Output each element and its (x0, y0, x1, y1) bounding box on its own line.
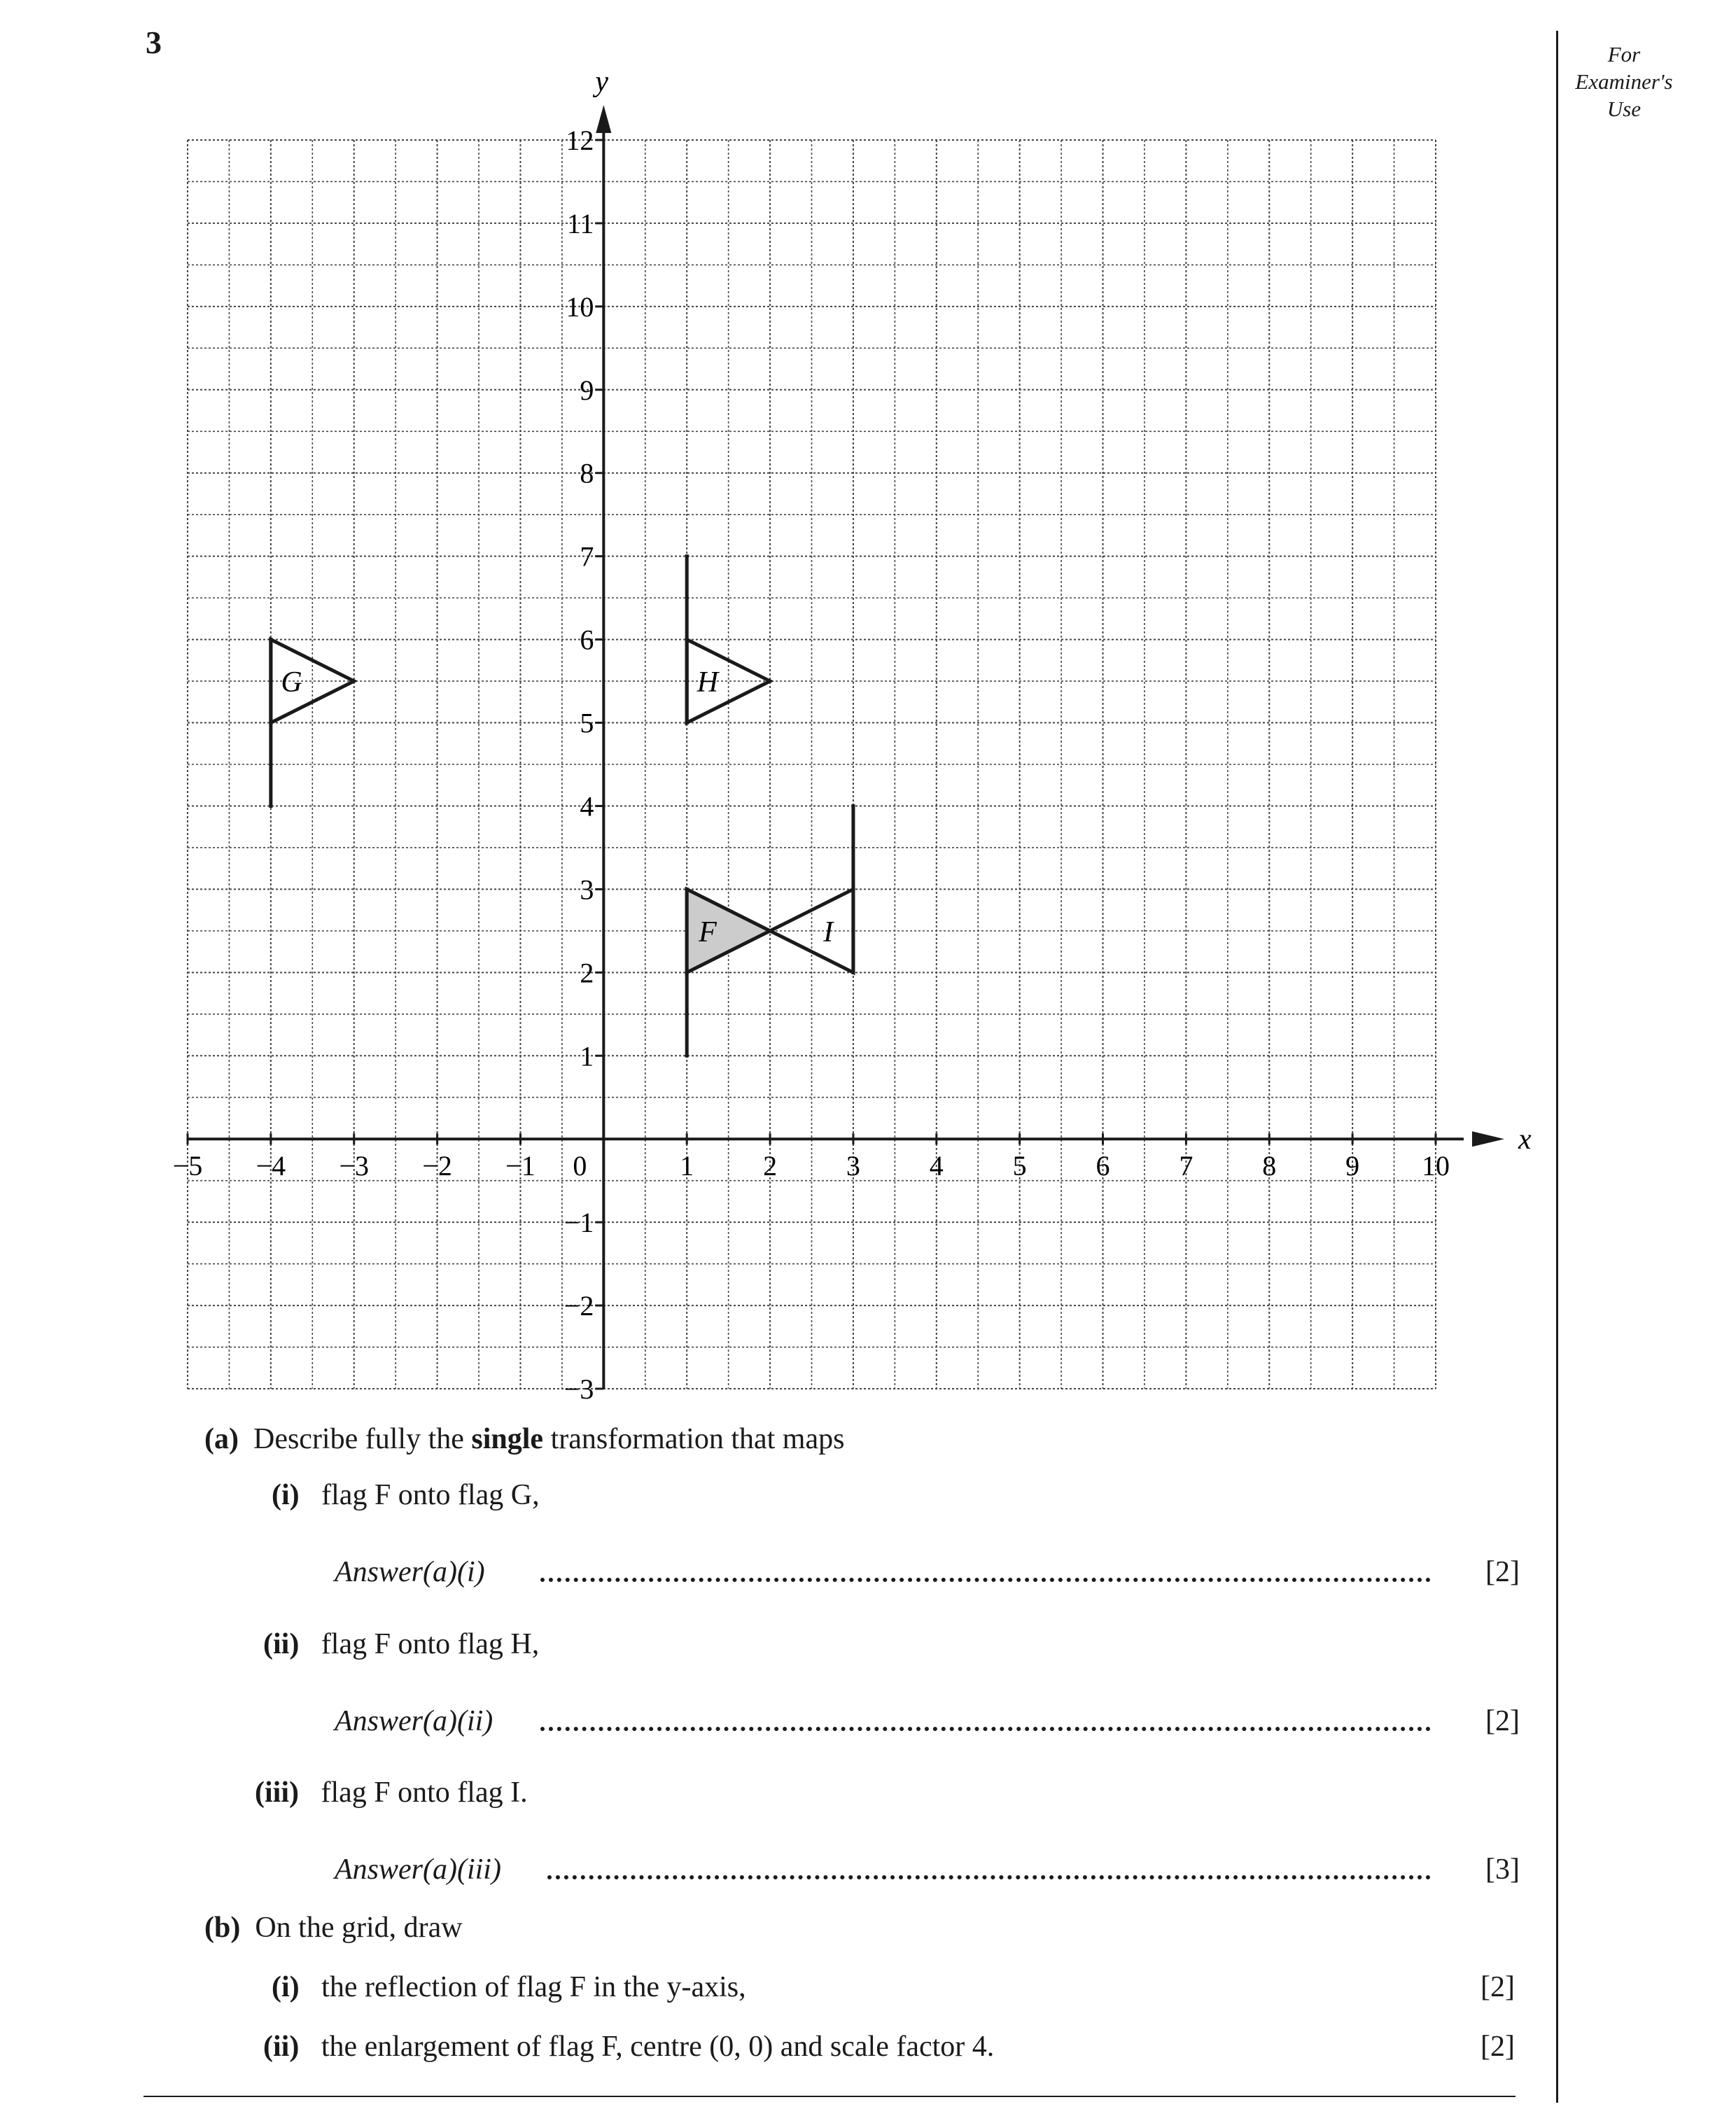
answer-a-ii-line[interactable] (540, 1727, 1431, 1731)
question-a-text-before: Describe fully the (253, 1423, 472, 1455)
y-tick-label: 3 (580, 874, 594, 906)
answer-a-iii-line[interactable] (547, 1875, 1431, 1879)
x-axis-label: x (1518, 1123, 1532, 1156)
y-tick-label: 5 (580, 707, 594, 739)
question-a-ii-label: (ii) (263, 1628, 300, 1660)
question-b-i-label: (i) (272, 1971, 300, 2003)
question-a-text-bold: single (471, 1423, 544, 1455)
y-tick-label: 1 (580, 1040, 594, 1072)
marks-a-iii: [3] (1485, 1854, 1520, 1886)
bottom-rule (144, 2096, 1516, 2097)
x-tick-label: 4 (929, 1150, 944, 1182)
flag-label: I (823, 916, 834, 948)
flag-g (271, 640, 354, 806)
flag-label: G (281, 666, 302, 699)
x-tick-label: −3 (339, 1150, 370, 1182)
x-tick-label: 5 (1012, 1150, 1027, 1182)
marks-a-i: [2] (1485, 1556, 1520, 1588)
marks-b-ii: [2] (1480, 2031, 1515, 2063)
x-tick-label: 10 (1422, 1150, 1450, 1182)
question-b-stem (204, 1911, 463, 1945)
x-tick-label: −4 (255, 1150, 286, 1182)
minor-gridlines (188, 140, 1436, 1389)
tick-labels (173, 66, 1532, 1405)
answer-a-iii-label: Answer(a)(iii) (335, 1854, 501, 1886)
answer-a-i-label: Answer(a)(i) (335, 1556, 485, 1588)
marks-b-i: [2] (1480, 1971, 1515, 2003)
x-tick-label: 3 (846, 1150, 860, 1182)
x-tick-label: −2 (422, 1150, 452, 1182)
question-b-ii-text: the enlargement of flag F, centre (0, 0) and scale factor 4. (321, 2031, 995, 2063)
question-b-text: On the grid, draw (255, 1912, 463, 1944)
x-tick-label: −5 (172, 1150, 203, 1182)
question-a-i-label: (i) (272, 1479, 300, 1511)
question-a-iii-text: flag F onto flag I. (321, 1777, 528, 1809)
answer-a-ii-label: Answer(a)(ii) (335, 1705, 493, 1737)
question-a-iii (255, 1776, 528, 1809)
x-axis-arrow (1472, 1131, 1504, 1147)
y-tick-label: −2 (564, 1290, 594, 1322)
question-b-label: (b) (204, 1912, 241, 1944)
flag-label: H (696, 666, 719, 699)
question-a-i (272, 1478, 540, 1512)
question-a-stem (204, 1422, 844, 1456)
y-tick-label: 4 (580, 790, 594, 822)
y-tick-label: 7 (580, 540, 594, 573)
y-tick-label: 8 (580, 457, 594, 489)
x-tick-label: 7 (1179, 1150, 1194, 1182)
origin-label: 0 (573, 1150, 587, 1182)
x-tick-label: 1 (680, 1150, 694, 1182)
question-a-text-after: transformation that maps (543, 1423, 845, 1455)
y-tick-label: −1 (564, 1207, 594, 1239)
y-tick-label: 9 (580, 374, 594, 406)
question-a-i-text: flag F onto flag G, (321, 1479, 540, 1511)
question-a-label: (a) (204, 1423, 239, 1455)
x-tick-label: 8 (1262, 1150, 1277, 1182)
question-b-i-text: the reflection of flag F in the y-axis, (321, 1971, 746, 2003)
examiner-note-line-2: Examiner's (1575, 69, 1673, 94)
x-tick-label: 6 (1096, 1150, 1110, 1182)
question-a-ii (263, 1627, 539, 1661)
x-tick-label: 2 (763, 1150, 778, 1182)
marks-a-ii: [2] (1485, 1705, 1520, 1737)
y-tick-label: 12 (566, 125, 594, 156)
y-tick-label: 11 (566, 207, 594, 239)
y-tick-label: 10 (566, 290, 594, 323)
examiner-note-line-1: For (1607, 42, 1641, 66)
y-tick-label: −3 (564, 1373, 594, 1405)
question-b-ii (263, 2030, 994, 2064)
y-axis-arrow (596, 105, 611, 133)
flag-label: F (699, 916, 717, 948)
question-a-iii-label: (iii) (255, 1777, 299, 1809)
x-tick-label: −1 (505, 1150, 536, 1182)
major-gridlines (188, 140, 1436, 1389)
answer-a-i-line[interactable] (540, 1578, 1431, 1582)
examiner-note-line-3: Use (1606, 97, 1642, 121)
y-axis-label: y (595, 66, 608, 98)
x-tick-label: 9 (1345, 1150, 1360, 1182)
question-b-ii-label: (ii) (263, 2031, 300, 2063)
question-number: 3 (146, 24, 162, 60)
question-b-i (272, 1970, 746, 2004)
axes (188, 105, 1504, 1389)
question-a-ii-text: flag F onto flag H, (321, 1628, 540, 1660)
y-tick-label: 2 (580, 957, 594, 989)
y-tick-label: 6 (580, 624, 594, 656)
